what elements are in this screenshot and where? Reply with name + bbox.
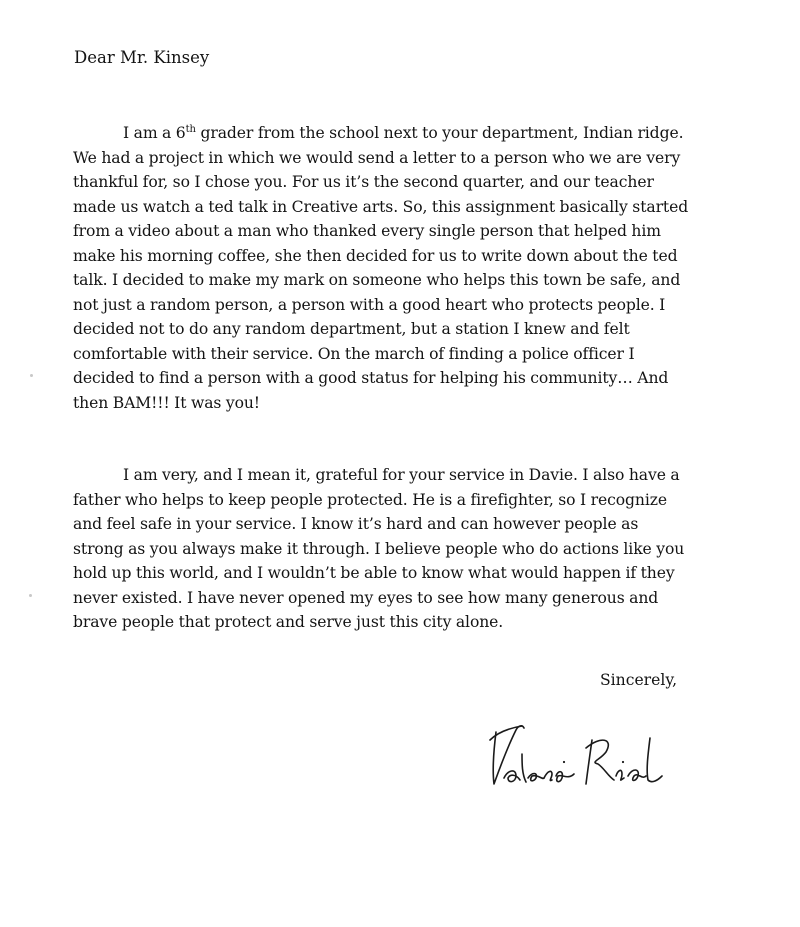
paragraph-2-line: never existed. I have never opened my eyes to see how many generous and bbox=[73, 588, 659, 607]
paragraph-1-line: thankful for, so I chose you. For us it’s the second quarter, and our teacher bbox=[73, 173, 654, 191]
paragraph-2 bbox=[73, 463, 735, 635]
paragraph-1-line: decided not to do any random department, but a station I knew and felt bbox=[73, 320, 630, 338]
paragraph-2-line: strong as you always make it through. I believe people who do actions like you bbox=[73, 539, 685, 558]
scan-speck bbox=[30, 374, 33, 377]
paragraph-1-line: decided to find a person with a good status for helping his community… And bbox=[73, 369, 669, 387]
ordinal-suffix: th bbox=[185, 123, 196, 135]
paragraph-1-line: make his morning coffee, she then decided for us to write down about the ted bbox=[73, 246, 678, 265]
closing: Sincerely, bbox=[600, 671, 678, 689]
paragraph-1-line: talk. I decided to make my mark on someone who helps this town be safe, and bbox=[73, 271, 681, 289]
paragraph-1-line: from a video about a man who thanked every single person that helped him bbox=[73, 222, 661, 240]
paragraph-2-line: brave people that protect and serve just this city alone. bbox=[73, 613, 504, 631]
paragraph-2-line: and feel safe in your service. I know it’s hard and can however people as bbox=[73, 515, 639, 533]
paragraph-2-line: hold up this world, and I wouldn’t be able to know what would happen if they bbox=[73, 564, 675, 582]
paragraph-1-line: then BAM!!! It was you! bbox=[73, 393, 260, 412]
paragraph-2-line: I am very, and I mean it, grateful for your service in Davie. I also have a bbox=[123, 466, 680, 484]
handwritten-signature bbox=[482, 718, 672, 798]
paragraph-1-line: not just a random person, a person with a good heart who protects people. I bbox=[73, 295, 666, 314]
paragraph-2-line: father who helps to keep people protected. He is a firefighter, so I recognize bbox=[73, 490, 667, 509]
paragraph-1-line: comfortable with their service. On the march of finding a police officer I bbox=[73, 344, 635, 363]
paragraph-1 bbox=[73, 121, 735, 415]
paragraph-1-line: made us watch a ted talk in Creative arts. So, this assignment basically started bbox=[73, 197, 689, 216]
paragraph-1-line: I am a 6th grader from the school next to your department, Indian ridge. bbox=[123, 123, 684, 142]
scan-speck bbox=[29, 594, 32, 597]
salutation: Dear Mr. Kinsey bbox=[74, 48, 210, 67]
paragraph-1-line: We had a project in which we would send a letter to a person who we are very bbox=[73, 148, 681, 167]
